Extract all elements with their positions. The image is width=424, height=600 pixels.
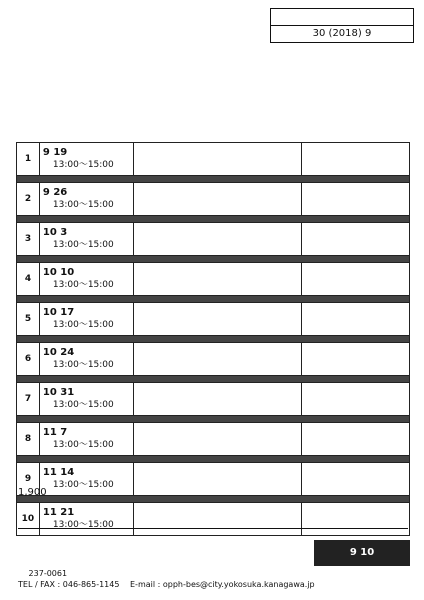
field-trip-note [18, 512, 408, 525]
session-time: 13:00〜15:00 [52, 240, 114, 250]
row-separator [17, 296, 410, 303]
table-row [17, 183, 410, 216]
deadline-badge: 9 10 [314, 540, 410, 566]
session-number: 8 [17, 423, 40, 456]
session-date-cell [39, 383, 133, 416]
session-time: 13:00〜15:00 [52, 160, 114, 170]
session-date-cell [39, 143, 133, 176]
schedule-body [17, 143, 410, 536]
venue-info [18, 499, 408, 512]
session-date: 10 3 [42, 227, 68, 238]
newsletter-label-box [270, 8, 414, 43]
session-lecturer [301, 263, 409, 296]
session-time: 13:00〜15:00 [52, 360, 114, 370]
row-separator-cell [17, 376, 410, 383]
session-topic [133, 383, 301, 416]
table-row [17, 343, 410, 376]
footer-email[interactable]: E-mail : opph-bes@city.yokosuka.kanagawa.jp [130, 580, 315, 589]
session-topic [133, 143, 301, 176]
session-lecturer [301, 303, 409, 336]
row-separator [17, 336, 410, 343]
table-row [17, 263, 410, 296]
row-separator [17, 376, 410, 383]
footer-address: 237-0061 [28, 569, 68, 578]
fee-info: 1,900 [18, 487, 47, 498]
session-lecturer [301, 383, 409, 416]
row-separator-cell [17, 176, 410, 183]
table-row [17, 303, 410, 336]
session-number: 5 [17, 303, 40, 336]
session-topic [133, 423, 301, 456]
session-number: 1 [17, 143, 40, 176]
row-separator-cell [17, 296, 410, 303]
session-time: 13:00〜15:00 [52, 480, 114, 490]
session-number: 10 [17, 503, 40, 536]
session-date: 9 19 [42, 147, 68, 158]
session-lecturer [301, 223, 409, 256]
session-number: 2 [17, 183, 40, 216]
session-topic [133, 183, 301, 216]
session-date: 11 14 [42, 467, 75, 478]
row-separator-cell [17, 256, 410, 263]
session-number: 6 [17, 343, 40, 376]
session-topic [133, 263, 301, 296]
row-separator-cell [17, 216, 410, 223]
row-separator [17, 256, 410, 263]
session-date-cell [39, 343, 133, 376]
session-number: 7 [17, 383, 40, 416]
session-date-cell [39, 183, 133, 216]
row-separator [17, 216, 410, 223]
application-note [60, 124, 360, 138]
session-date: 10 31 [42, 387, 75, 398]
session-date: 11 7 [42, 427, 68, 438]
session-number: 9 [17, 463, 40, 496]
session-time: 13:00〜15:00 [52, 280, 114, 290]
session-date: 10 24 [42, 347, 75, 358]
session-date: 10 17 [42, 307, 75, 318]
target-audience [20, 106, 404, 122]
session-time: 13:00〜15:00 [52, 320, 114, 330]
session-date-cell [39, 423, 133, 456]
newsletter-title [271, 9, 413, 26]
row-separator [17, 456, 410, 463]
session-date-cell [39, 263, 133, 296]
table-row [17, 223, 410, 256]
row-separator-cell [17, 336, 410, 343]
session-time: 13:00〜15:00 [52, 440, 114, 450]
session-lecturer [301, 143, 409, 176]
session-lecturer [301, 343, 409, 376]
session-topic [133, 303, 301, 336]
session-lecturer [301, 183, 409, 216]
row-separator [17, 176, 410, 183]
session-date-cell [39, 303, 133, 336]
session-number: 3 [17, 223, 40, 256]
session-time: 13:00〜15:00 [52, 200, 114, 210]
session-number: 4 [17, 263, 40, 296]
section-divider [18, 528, 408, 529]
details-block [18, 486, 408, 525]
session-date-cell [39, 223, 133, 256]
footer-tel-fax: TEL / FAX : 046-865-1145 [18, 580, 120, 589]
schedule-table [16, 142, 410, 536]
session-time: 13:00〜15:00 [52, 400, 114, 410]
table-row [17, 423, 410, 456]
row-separator [17, 416, 410, 423]
session-time: 13:00〜15:00 [52, 520, 114, 530]
session-date: 10 10 [42, 267, 75, 278]
row-separator-cell [17, 456, 410, 463]
series-title [14, 24, 264, 56]
session-topic [133, 223, 301, 256]
table-row [17, 383, 410, 416]
footer-contact [18, 568, 408, 590]
main-title [12, 60, 412, 104]
table-row [17, 143, 410, 176]
session-lecturer [301, 423, 409, 456]
newsletter-date: 30 (2018) 9 [312, 28, 372, 39]
session-topic [133, 343, 301, 376]
session-date: 11 21 [42, 507, 75, 518]
session-date: 9 26 [42, 187, 68, 198]
row-separator-cell [17, 416, 410, 423]
